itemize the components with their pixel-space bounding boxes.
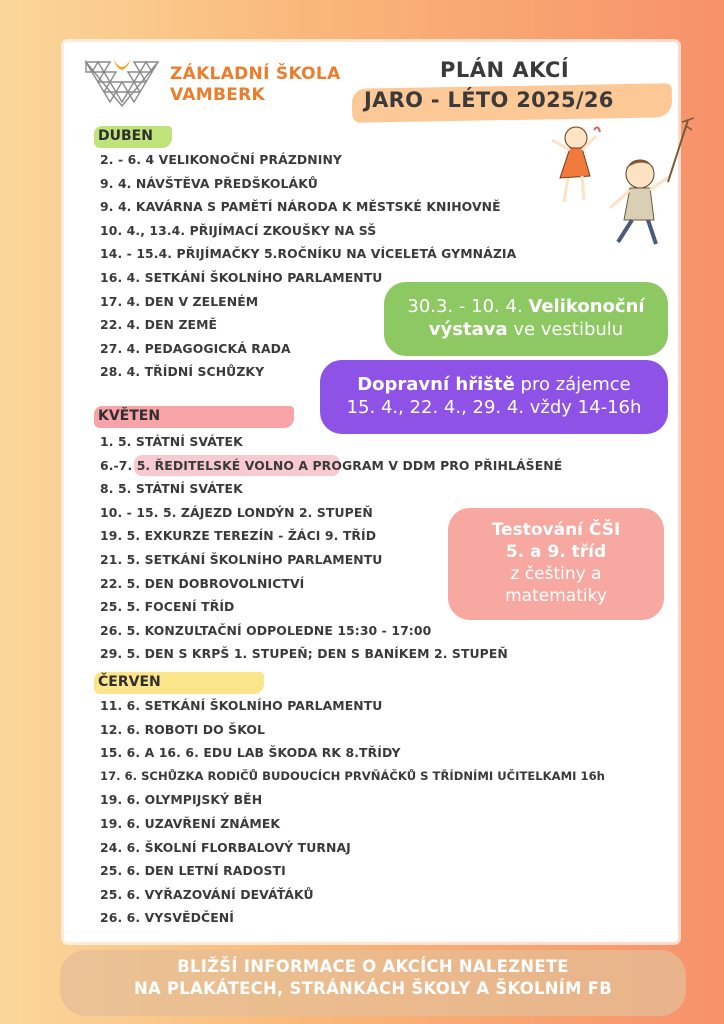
list-item: 22. 5. DEN DOBROVOLNICTVÍ: [100, 575, 305, 591]
footer-text: [60, 956, 686, 1000]
list-item: 12. 6. ROBOTI DO ŠKOL: [100, 721, 265, 737]
page-subtitle: JARO - LÉTO 2025/26: [364, 88, 614, 112]
list-item: 2. - 6. 4 VELIKONOČNÍ PRÁZDNINY: [100, 152, 343, 167]
list-item: 25. 6. DEN LETNÍ RADOSTI: [100, 863, 286, 879]
month-name: ČERVEN: [98, 674, 161, 690]
list-item: 29. 5. DEN S KRPŠ 1. STUPEŇ; DEN S BANÍKEM 2. STUPEŇ: [100, 646, 508, 662]
month-header-duben: [94, 128, 153, 144]
list-item: 11. 6. SETKÁNÍ ŠKOLNÍHO PARLAMENTU: [100, 698, 383, 713]
list-item: 17. 6. SCHŮZKA RODIČŮ BUDOUCÍCH PRVŇÁČKŮ S TŘÍDNÍMI UČITELKAMI 16h: [100, 768, 605, 783]
footer-line2: NA PLAKÁTECH, STRÁNKÁCH ŠKOLY A ŠKOLNÍM FB: [133, 979, 613, 998]
list-item: 15. 6. A 16. 6. EDU LAB ŠKODA RK 8.TŘÍDY: [100, 745, 401, 761]
list-item: 19. 6. OLYMPIJSKÝ BĚH: [100, 792, 263, 808]
list-item: 25. 6. VYŘAZOVÁNÍ DEVÁŤÁKŮ: [100, 886, 314, 902]
school-name-line2: VAMBERK: [170, 85, 266, 105]
school-logo-icon: [84, 56, 160, 108]
list-item: 10. 4., 13.4. PŘIJÍMACÍ ZKOUŠKY NA SŠ: [100, 222, 377, 238]
list-item: 28. 4. TŘÍDNÍ SCHŮZKY: [100, 364, 265, 380]
page-title: PLÁN AKCÍ: [440, 58, 570, 82]
list-item: 9. 4. NÁVŠTĚVA PŘEDŠKOLÁKŮ: [100, 175, 318, 191]
list-item: 19. 5. EXKURZE TEREZÍN - ŽÁCI 9. TŘÍD: [100, 528, 377, 544]
list-cerven: [100, 694, 605, 930]
month-name: DUBEN: [98, 128, 153, 144]
list-item: 25. 5. FOCENÍ TŘÍD: [100, 599, 235, 615]
list-item: 19. 6. UZAVŘENÍ ZNÁMEK: [100, 815, 281, 831]
children-illustration: [548, 116, 694, 250]
list-item: 26. 6. VYSVĚDČENÍ: [100, 910, 234, 926]
list-item: 10. - 15. 5. ZÁJEZD LONDÝN 2. STUPEŇ: [100, 504, 373, 520]
list-item: 8. 5. STÁTNÍ SVÁTEK: [100, 481, 243, 497]
traffic-playground-bubble: Dopravní hřiště pro zájemce 15. 4., 22. 4., 29. 4. vždy 14-16h: [320, 360, 668, 434]
list-item: 26. 5. KONZULTAČNÍ ODPOLEDNE 15:30 - 17:00: [100, 622, 432, 638]
list-item: 24. 6. ŠKOLNÍ FLORBALOVÝ TURNAJ: [100, 839, 351, 855]
list-item: 21. 5. SETKÁNÍ ŠKOLNÍHO PARLAMENTU: [100, 551, 383, 567]
csi-testing-bubble: Testování ČŠI 5. a 9. tříd z češtiny a matematiky: [448, 508, 664, 620]
school-name-line1: ZÁKLADNÍ ŠKOLA: [170, 64, 341, 84]
month-header-cerven: [94, 674, 161, 690]
list-item: 6.-7. 5. ŘEDITELSKÉ VOLNO A PROGRAM V DDM PRO PŘIHLÁŠENÉ: [100, 454, 562, 478]
month-header-kveten: [94, 408, 160, 424]
list-item: 1. 5. STÁTNÍ SVÁTEK: [100, 434, 243, 449]
list-item: 9. 4. KAVÁRNA S PAMĚTÍ NÁRODA K MĚSTSKÉ KNIHOVNĚ: [100, 199, 501, 215]
month-name: KVĚTEN: [98, 408, 161, 424]
easter-exhibition-bubble: 30.3. - 10. 4. Velikonoční výstava ve vestibulu: [384, 282, 668, 356]
list-item: 16. 4. SETKÁNÍ ŠKOLNÍHO PARLAMENTU: [100, 269, 383, 285]
school-name: [170, 64, 341, 106]
list-item: 17. 4. DEN V ZELENÉM: [100, 293, 259, 309]
list-item: 27. 4. PEDAGOGICKÁ RADA: [100, 340, 291, 356]
list-item: 22. 4. DEN ZEMĚ: [100, 317, 218, 333]
footer-line1: BLIŽŠÍ INFORMACE O AKCÍCH NALEZNETE: [177, 957, 569, 976]
list-item: 14. - 15.4. PŘIJÍMAČKY 5.ROČNÍKU NA VÍCELETÁ GYMNÁZIA: [100, 246, 517, 262]
